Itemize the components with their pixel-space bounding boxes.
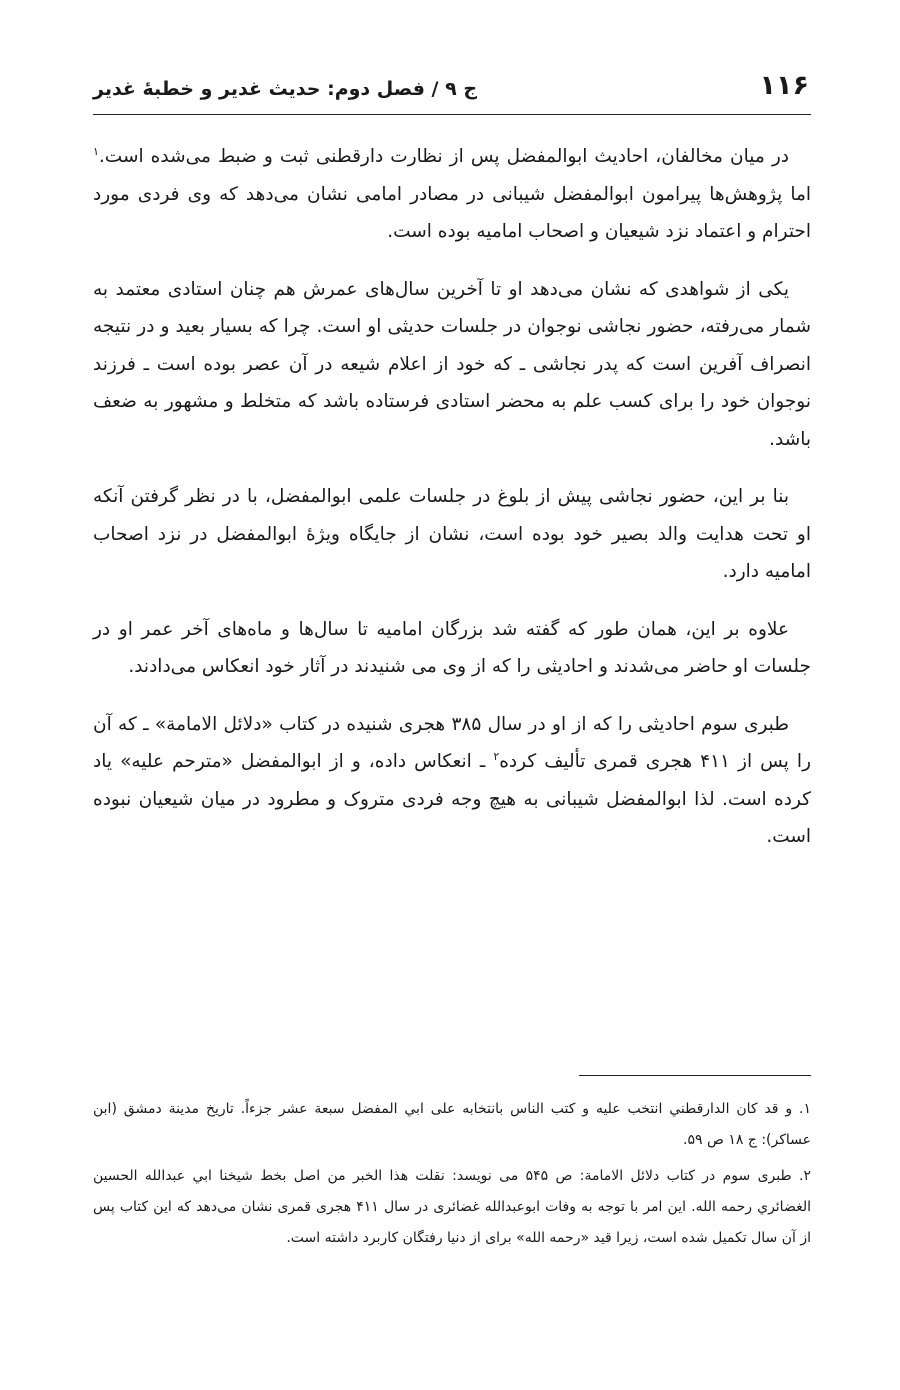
page-header — [93, 68, 811, 115]
paragraph — [93, 138, 811, 251]
paragraph-text: ـ انعکاس داده، و از ابوالمفضل «مترحم علیه» یاد کرده است. لذا ابوالمفضل شیبانی به هیچ وجه فردی متروک و مطرود در میان شیعیان نبوده است. — [93, 751, 811, 847]
footnotes — [93, 1094, 811, 1259]
page-number: ۱۱۶ — [759, 70, 809, 101]
paragraph-text: در میان مخالفان، احادیث ابوالمفضل پس از نظارت دارقطنی ثبت و ضبط می‌شده است. — [98, 146, 789, 167]
paragraph: علاوه بر این، همان طور که گفته شد بزرگان امامیه تا سال‌ها و ماه‌های آخر عمر او در جلسات او حاضر می‌شدند و احادیثی را که از وی می شنیدند در آثار خود انعکاس می‌دادند. — [93, 618, 811, 677]
main-text — [93, 138, 811, 876]
paragraph: یکی از شواهدی که نشان می‌دهد او تا آخرین سال‌های عمرش هم چنان استادی معتمد به شمار می‌رفته، حضور نجاشی نوجوان در جلسات حدیثی او است. چرا که بسیار بعید و در نتیجه انصراف آفرین است که پدر نجاشی ـ که خود از اعلام شیعه در آن عصر بوده است ـ فرزند نوجوان خود را برای کسب علم به محضر استادی فرستاده باشد که متخلط و مشهور به ضعف باشد. — [93, 278, 811, 450]
paragraph-text: اما پژوهش‌ها پیرامون ابوالمفضل شیبانی در مصادر امامی نشان می‌دهد که وی فردی مورد احترام و اعتماد نزد شیعیان و اصحاب امامیه بوده است. — [93, 183, 811, 242]
footnote-ref[interactable]: ۱ — [93, 144, 99, 158]
book-page — [93, 0, 811, 1390]
footnote: ۲. طبری سوم در کتاب دلائل الامامة: ص ۵۴۵ می نویسد: نقلت هذا الخبر من اصل بخط شيخنا ابي عبدالله الحسين الغضائري رحمه الله. این امر با توجه به وفات ابوعبدالله غضائری در سال ۴۱۱ هجری قمری نشان می‌دهد که این کتاب پس از آن سال تکمیل شده است، زیرا قید «رحمه الله» برای از دنیا رفتگان کاربرد داشته است. — [93, 1168, 812, 1246]
footnote-separator — [579, 1075, 811, 1076]
footnote-ref[interactable]: ۲ — [493, 749, 500, 763]
running-title: ج ۹ / فصل دوم: حدیث غدیر و خطبهٔ غدیر — [93, 78, 478, 100]
paragraph — [93, 706, 811, 856]
paragraph-text: طبری سوم احادیثی را که از او در سال ۳۸۵ هجری شنیده در کتاب «دلائل الامامة» ـ که آن را پس از ۴۱۱ هجری قمری تألیف کرده — [93, 713, 811, 772]
footnote: ۱. و قد كان الدارقطني انتخب عليه و كتب الناس بانتخابه على ابي المفضل سبعة عشر جزءاً. تاریخ مدینة دمشق (ابن عساکر): ج ۱۸ ص ۵۹. — [93, 1101, 811, 1148]
paragraph: بنا بر این، حضور نجاشی پیش از بلوغ در جلسات علمی ابوالمفضل، با در نظر گرفتن آنکه او تحت هدایت والد بصیر خود بوده است، نشان از جایگاه ویژهٔ ابوالمفضل در نزد اصحاب امامیه دارد. — [93, 486, 811, 582]
